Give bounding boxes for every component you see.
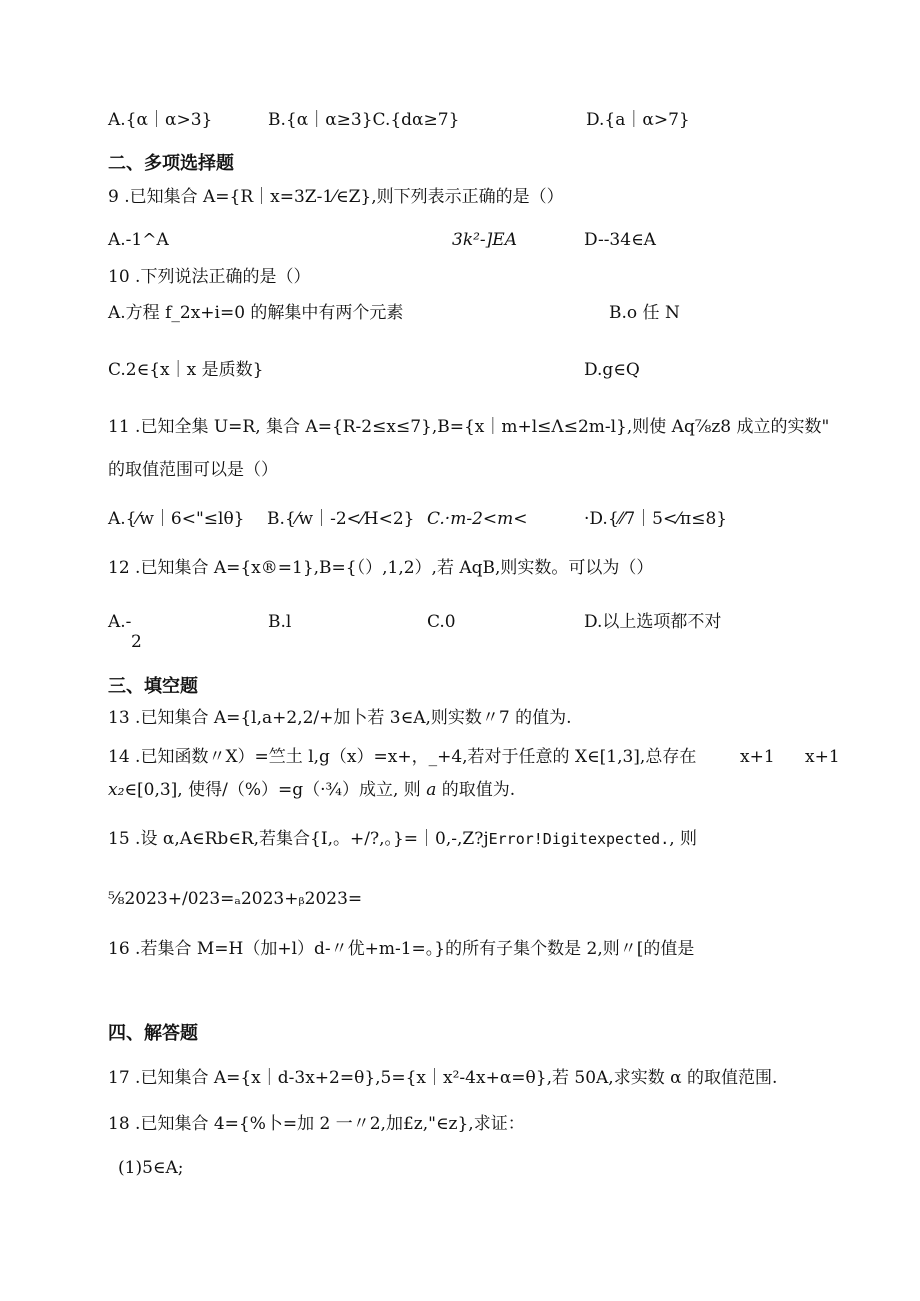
q14-fraction-denominator-2: x+1 bbox=[805, 747, 840, 767]
q15-error-text: Error!Digitexpected. bbox=[488, 830, 670, 848]
section-heading-multiple-choice: 二、多项选择题 bbox=[108, 153, 234, 174]
q14-variable-a: a bbox=[426, 780, 437, 800]
q14-stem: 14 .已知函数〃X）=竺土 l,g（x）=x+，_+4,若对于任意的 X∈[1,3],总存在 bbox=[108, 747, 697, 767]
q8-option-a: A.{α｜α>3} bbox=[108, 110, 213, 130]
q17-stem: 17 .已知集合 A={x｜d-3x+2=θ},5={x｜x²-4x+α=θ},若 50A,求实数 α 的取值范围. bbox=[108, 1068, 778, 1088]
q14-x2-variable: x₂ bbox=[108, 780, 125, 800]
q16-stem: 16 .若集合 M=H（加+l）d-〃优+m-1=。}的所有子集个数是 2,则〃[的值是 bbox=[108, 939, 695, 959]
q14-line2-text: ∈[0,3], 使得/（%）=g（·¾）成立, 则 bbox=[124, 780, 421, 800]
section-heading-solutions: 四、解答题 bbox=[108, 1023, 198, 1044]
q15-stem-start: 15 .设 α,A∈Rb∈R,若集合{I,。+/?,。}=｜0,-,Z?j bbox=[108, 829, 489, 849]
q15-expression: ⅝2023+/023=ₐ2023+ᵦ2023= bbox=[108, 889, 363, 909]
q9-option-a: A.-1^A bbox=[108, 230, 169, 250]
q8-option-d: D.{a｜α>7} bbox=[586, 110, 690, 130]
q12-option-a: A.- bbox=[108, 612, 132, 632]
q9-stem: 9 .已知集合 A={R｜x=3Z-1⁄∈Z},则下列表示正确的是（） bbox=[108, 187, 564, 207]
q18-part-1: (1)5∈A; bbox=[118, 1158, 184, 1178]
q11-option-b: B.{⁄w｜-2<⁄H<2} bbox=[267, 509, 415, 529]
q12-option-a-denominator: 2 bbox=[131, 632, 142, 652]
q11-option-a: A.{⁄w｜6<"≤lθ} bbox=[108, 509, 245, 529]
q9-option-c: 3k²-]EA bbox=[452, 230, 517, 250]
q10-option-a: A.方程 f_2x+i=0 的解集中有两个元素 bbox=[108, 303, 404, 323]
section-heading-fill-in: 三、填空题 bbox=[108, 676, 198, 697]
q11-stem-continued: 的取值范围可以是（） bbox=[108, 460, 278, 480]
q14-fraction-denominator-1: x+1 bbox=[740, 747, 775, 767]
q15-stem bbox=[108, 828, 697, 850]
q11-option-d: ·D.{⁄⁄7｜5<⁄π≤8} bbox=[584, 509, 728, 529]
q15-stem-end: , 则 bbox=[669, 829, 698, 849]
q14-line2-end: 的取值为. bbox=[441, 780, 516, 800]
q18-stem: 18 .已知集合 4={%卜=加 2 一〃2,加£z,"∈z},求证： bbox=[108, 1114, 525, 1134]
q12-stem: 12 .已知集合 A={x®=1},B={（）,1,2）,若 AqB,则实数。可以为（） bbox=[108, 558, 654, 578]
q14-line2 bbox=[108, 779, 515, 801]
q10-option-d: D.g∈Q bbox=[584, 360, 640, 380]
q11-stem: 11 .已知全集 U=R, 集合 A={R-2≤x≤7},B={x｜m+l≤Λ≤2m-l},则使 Aq⅞z8 成立的实数" bbox=[108, 417, 830, 437]
q10-stem: 10 .下列说法正确的是（） bbox=[108, 267, 311, 287]
q12-option-b: B.l bbox=[268, 612, 292, 632]
q12-option-c: C.0 bbox=[427, 612, 456, 632]
q12-option-d: D.以上选项都不对 bbox=[584, 612, 722, 632]
q10-option-c: C.2∈{x｜x 是质数} bbox=[108, 360, 264, 380]
q13-stem: 13 .已知集合 A={l,a+2,2/+加卜若 3∈A,则实数〃7 的值为. bbox=[108, 708, 572, 728]
q8-option-b-c: B.{α｜α≥3}C.{dα≥7} bbox=[268, 110, 460, 130]
q10-option-b: B.o 任 N bbox=[609, 303, 680, 323]
q11-option-c: C.·m-2<m< bbox=[427, 509, 528, 529]
q9-option-d: D--34∈A bbox=[584, 230, 656, 250]
